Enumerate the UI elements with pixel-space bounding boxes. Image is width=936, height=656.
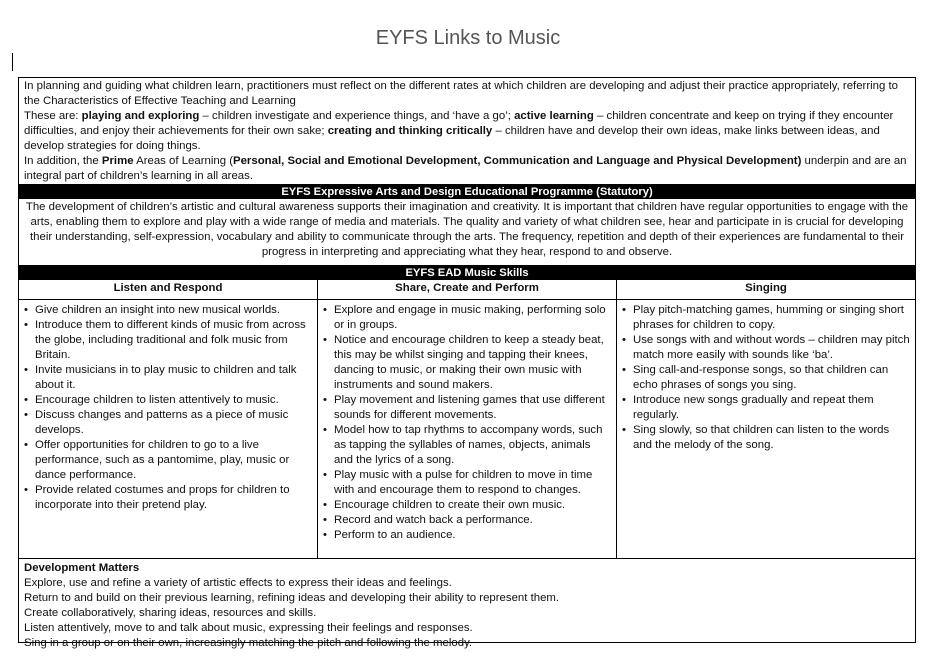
list-item: • Discuss changes and patterns as a piece of music develops. [35,408,313,438]
share-create-perform-list [318,300,616,543]
list-item: • Encourage children to listen attentively to music. [35,393,313,408]
list-item: • Perform to an audience. [334,528,612,543]
singing-column [617,300,915,558]
listen-respond-column [19,300,318,558]
development-line: Sing in a group or on their own, increasingly matching the pitch and following the melody. [24,637,473,649]
list-item: • Sing slowly, so that children can listen to the words and the melody of the song. [633,423,911,453]
development-matters-section [19,559,915,653]
eyfs-table [18,77,916,649]
development-line: Explore, use and refine a variety of artistic effects to express their ideas and feelings. [24,577,452,589]
intro-text: – children investigate and experience things, and ‘have a go’; [199,110,515,122]
intro-bold-term: Prime [101,155,134,167]
list-item: • Give children an insight into new musical worlds. [35,303,313,318]
intro-text: In addition, the [24,155,102,167]
column-header-share-create-perform: Share, Create and Perform [318,280,617,299]
development-line: Listen attentively, move to and talk about music, expressing their feelings and responses. [24,622,473,634]
list-item: • Notice and encourage children to keep a steady beat, this may be whilst singing and tapping their knees, dancing to music, or making their own music with instruments and sound makers. [334,333,612,393]
text-cursor [12,53,13,71]
list-item: • Encourage children to create their own music. [334,498,612,513]
intro-text: Areas of Learning ( [133,155,233,167]
development-line: Return to and build on their previous learning, refining ideas and developing their ability to represent them. [24,592,560,604]
skills-column-headers [19,280,915,300]
list-item: • Model how to tap rhythms to accompany words, such as tapping the syllables of names, objects, animals and the lyrics of a song. [334,423,612,468]
programme-heading: EYFS Expressive Arts and Design Educational Programme (Statutory) [19,185,915,199]
intro-bold-term: Personal, Social and Emotional Development, Communication and Language and Physical Development) [233,155,802,167]
intro-paragraph-2 [24,109,910,154]
intro-bold-term: playing and exploring [81,110,200,122]
skills-body [19,300,915,559]
list-item: • Introduce them to different kinds of music from across the globe, including traditional and folk music from Britain. [35,318,313,363]
document-title: EYFS Links to Music [375,27,561,49]
list-item: • Sing call-and-response songs, so that children can echo phrases of songs you sing. [633,363,911,393]
column-header-singing: Singing [745,282,787,294]
intro-paragraph-3 [24,154,910,184]
list-item: • Invite musicians in to play music to children and talk about it. [35,363,313,393]
intro-text: – children have and develop their own ideas, make links between ideas, and develop strategies for doing things. [24,125,880,152]
list-item: • Play music with a pulse for children to move in time with and encourage them to respond to changes. [334,468,612,498]
list-item: • Offer opportunities for children to go to a live performance, such as a pantomime, play, music or dance performance. [35,438,313,483]
list-item: • Introduce new songs gradually and repeat them regularly. [633,393,911,423]
intro-bold-term: active learning [514,110,594,122]
listen-respond-list [19,300,317,513]
intro-bold-term: creating and thinking critically [327,125,493,137]
intro-text: – children concentrate and keep on trying if they encounter difficulties, and enjoy their achievements for their own sake; [24,110,894,137]
column-header-listen-respond: Listen and Respond [19,280,318,299]
list-item: • Use songs with and without words – children may pitch match more easily with sounds like ‘ba’. [633,333,911,363]
development-matters-title: Development Matters [24,562,140,574]
skills-heading: EYFS EAD Music Skills [19,266,915,280]
list-item: • Record and watch back a performance. [334,513,612,528]
intro-text: underpin and are an integral part of children’s learning in all areas. [24,155,907,182]
list-item: • Provide related costumes and props for children to incorporate into their pretend play. [35,483,313,513]
list-item: • Play pitch-matching games, humming or singing short phrases for children to copy. [633,303,911,333]
list-item: • Explore and engage in music making, performing solo or in groups. [334,303,612,333]
singing-list [617,300,915,453]
share-create-perform-column [318,300,617,558]
intro-text: These are: [24,110,82,122]
programme-text: The development of children’s artistic and cultural awareness supports their imagination and creativity. It is important that children have regular opportunities to engage with the arts, enabling them to explore and play with a wide range of media and materials. The quality and variety of what children see, hear and participate in is crucial for developing their understanding, self-expression, vocabulary and ability to communicate through the arts. The frequency, repetition and depth of their experiences are fundamental to their progress in interpreting and appreciating what they hear, respond to and observe. [19,199,915,266]
list-item: • Play movement and listening games that use different sounds for different movements. [334,393,612,423]
development-line: Create collaboratively, sharing ideas, resources and skills. [24,607,317,619]
intro-section [19,78,915,185]
intro-paragraph-1: In planning and guiding what children learn, practitioners must reflect on the different rates at which children are developing and adjust their practice appropriately, referring to the Characteristics of Effective Teaching and Learning [24,80,898,107]
